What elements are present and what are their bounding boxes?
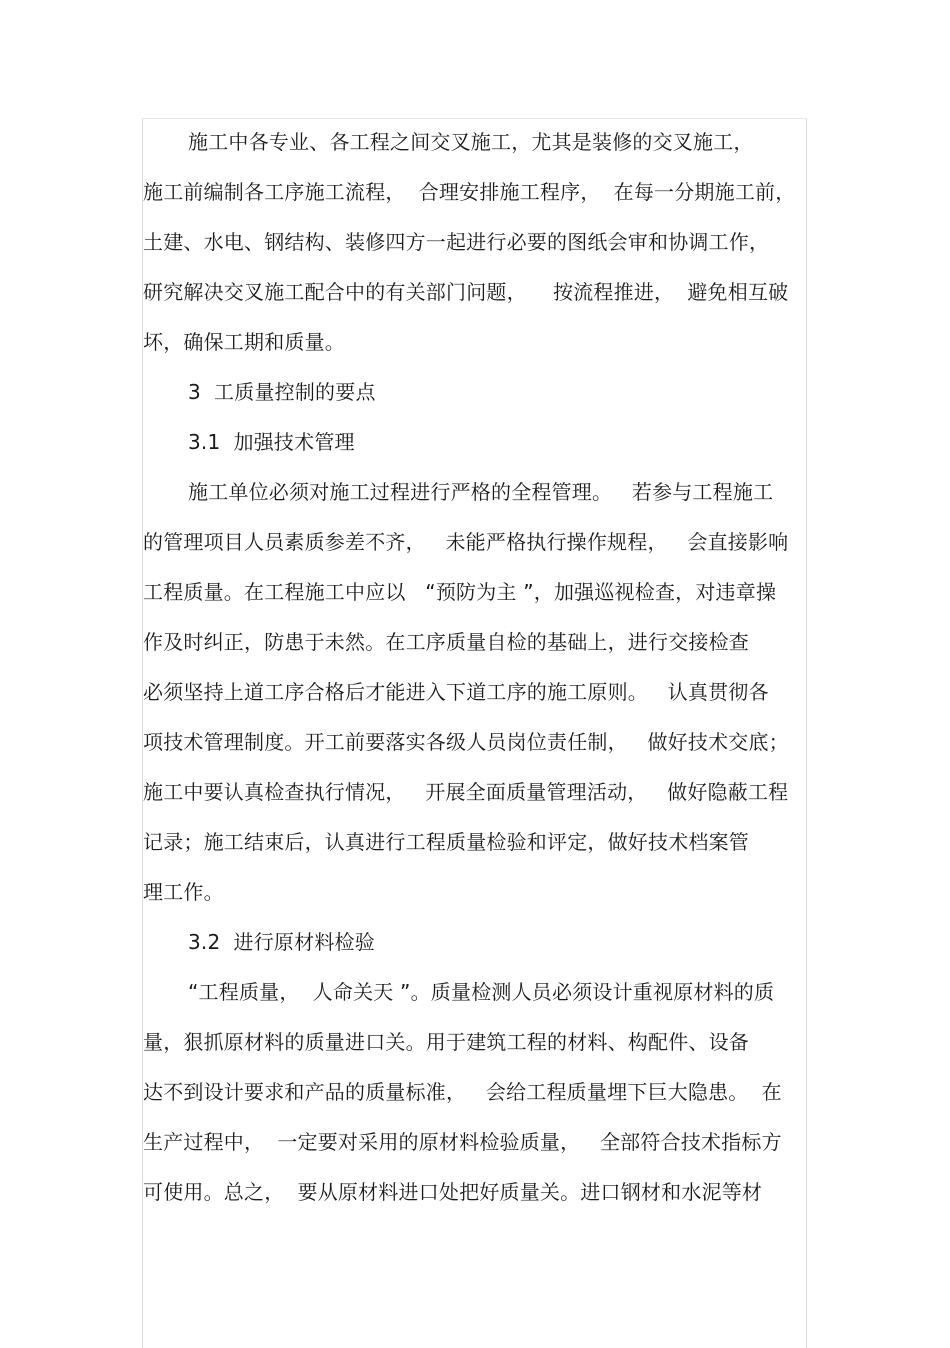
text-line: 理工作。 [143,880,224,904]
text-line: 研究解决交叉施工配合中的有关部门问题， 按流程推进， 避免相互破 [143,280,789,304]
text-line: 施工前编制各工序施工流程， 合理安排施工程序， 在每一分期施工前， [143,180,796,204]
text-line: 量，狠抓原材料的质量进口关。用于建筑工程的材料、构配件、设备 [143,1030,749,1054]
text-line: 生产过程中， 一定要对采用的原材料检验质量， 全部符合技术指标方 [143,1130,782,1154]
text-line: 作及时纠正，防患于未然。在工序质量自检的基础上，进行交接检查 [143,630,749,654]
text-line: 可使用。总之， 要从原材料进口处把好质量关。进口钢材和水泥等材 [143,1180,763,1204]
text-line: 工程质量。在工程施工中应以 “预防为主 ”，加强巡视检查，对违章操 [143,580,777,604]
text-line: 坏，确保工期和质量。 [143,330,345,354]
text-line: 记录；施工结束后，认真进行工程质量检验和评定，做好技术档案管 [143,830,749,854]
text-line: 施工中要认真检查执行情况， 开展全面质量管理活动， 做好隐蔽工程 [143,780,789,804]
text-line: 的管理项目人员素质参差不齐， 未能严格执行操作规程， 会直接影响 [143,530,789,554]
text-line: 必须坚持上道工序合格后才能进入下道工序的施工原则。 认真贯彻各 [143,680,769,704]
section-heading: 3 工质量控制的要点 [188,380,376,404]
text-line: 土建、水电、钢结构、装修四方一起进行必要的图纸会审和协调工作， [143,230,770,254]
text-line: “工程质量， 人命关天 ”。质量检测人员必须设计重视原材料的质 [188,980,775,1004]
subsection-heading: 3.1 加强技术管理 [188,430,355,454]
text-line: 施工中各专业、各工程之间交叉施工，尤其是装修的交叉施工， [188,130,754,154]
text-line: 达不到设计要求和产品的质量标准， 会给工程质量埋下巨大隐患。 在 [143,1080,782,1104]
subsection-heading: 3.2 进行原材料检验 [188,930,375,954]
text-line: 施工单位必须对施工过程进行严格的全程管理。 若参与工程施工 [188,480,774,504]
text-line: 项技术管理制度。开工前要落实各级人员岗位责任制， 做好技术交底； [143,730,789,754]
